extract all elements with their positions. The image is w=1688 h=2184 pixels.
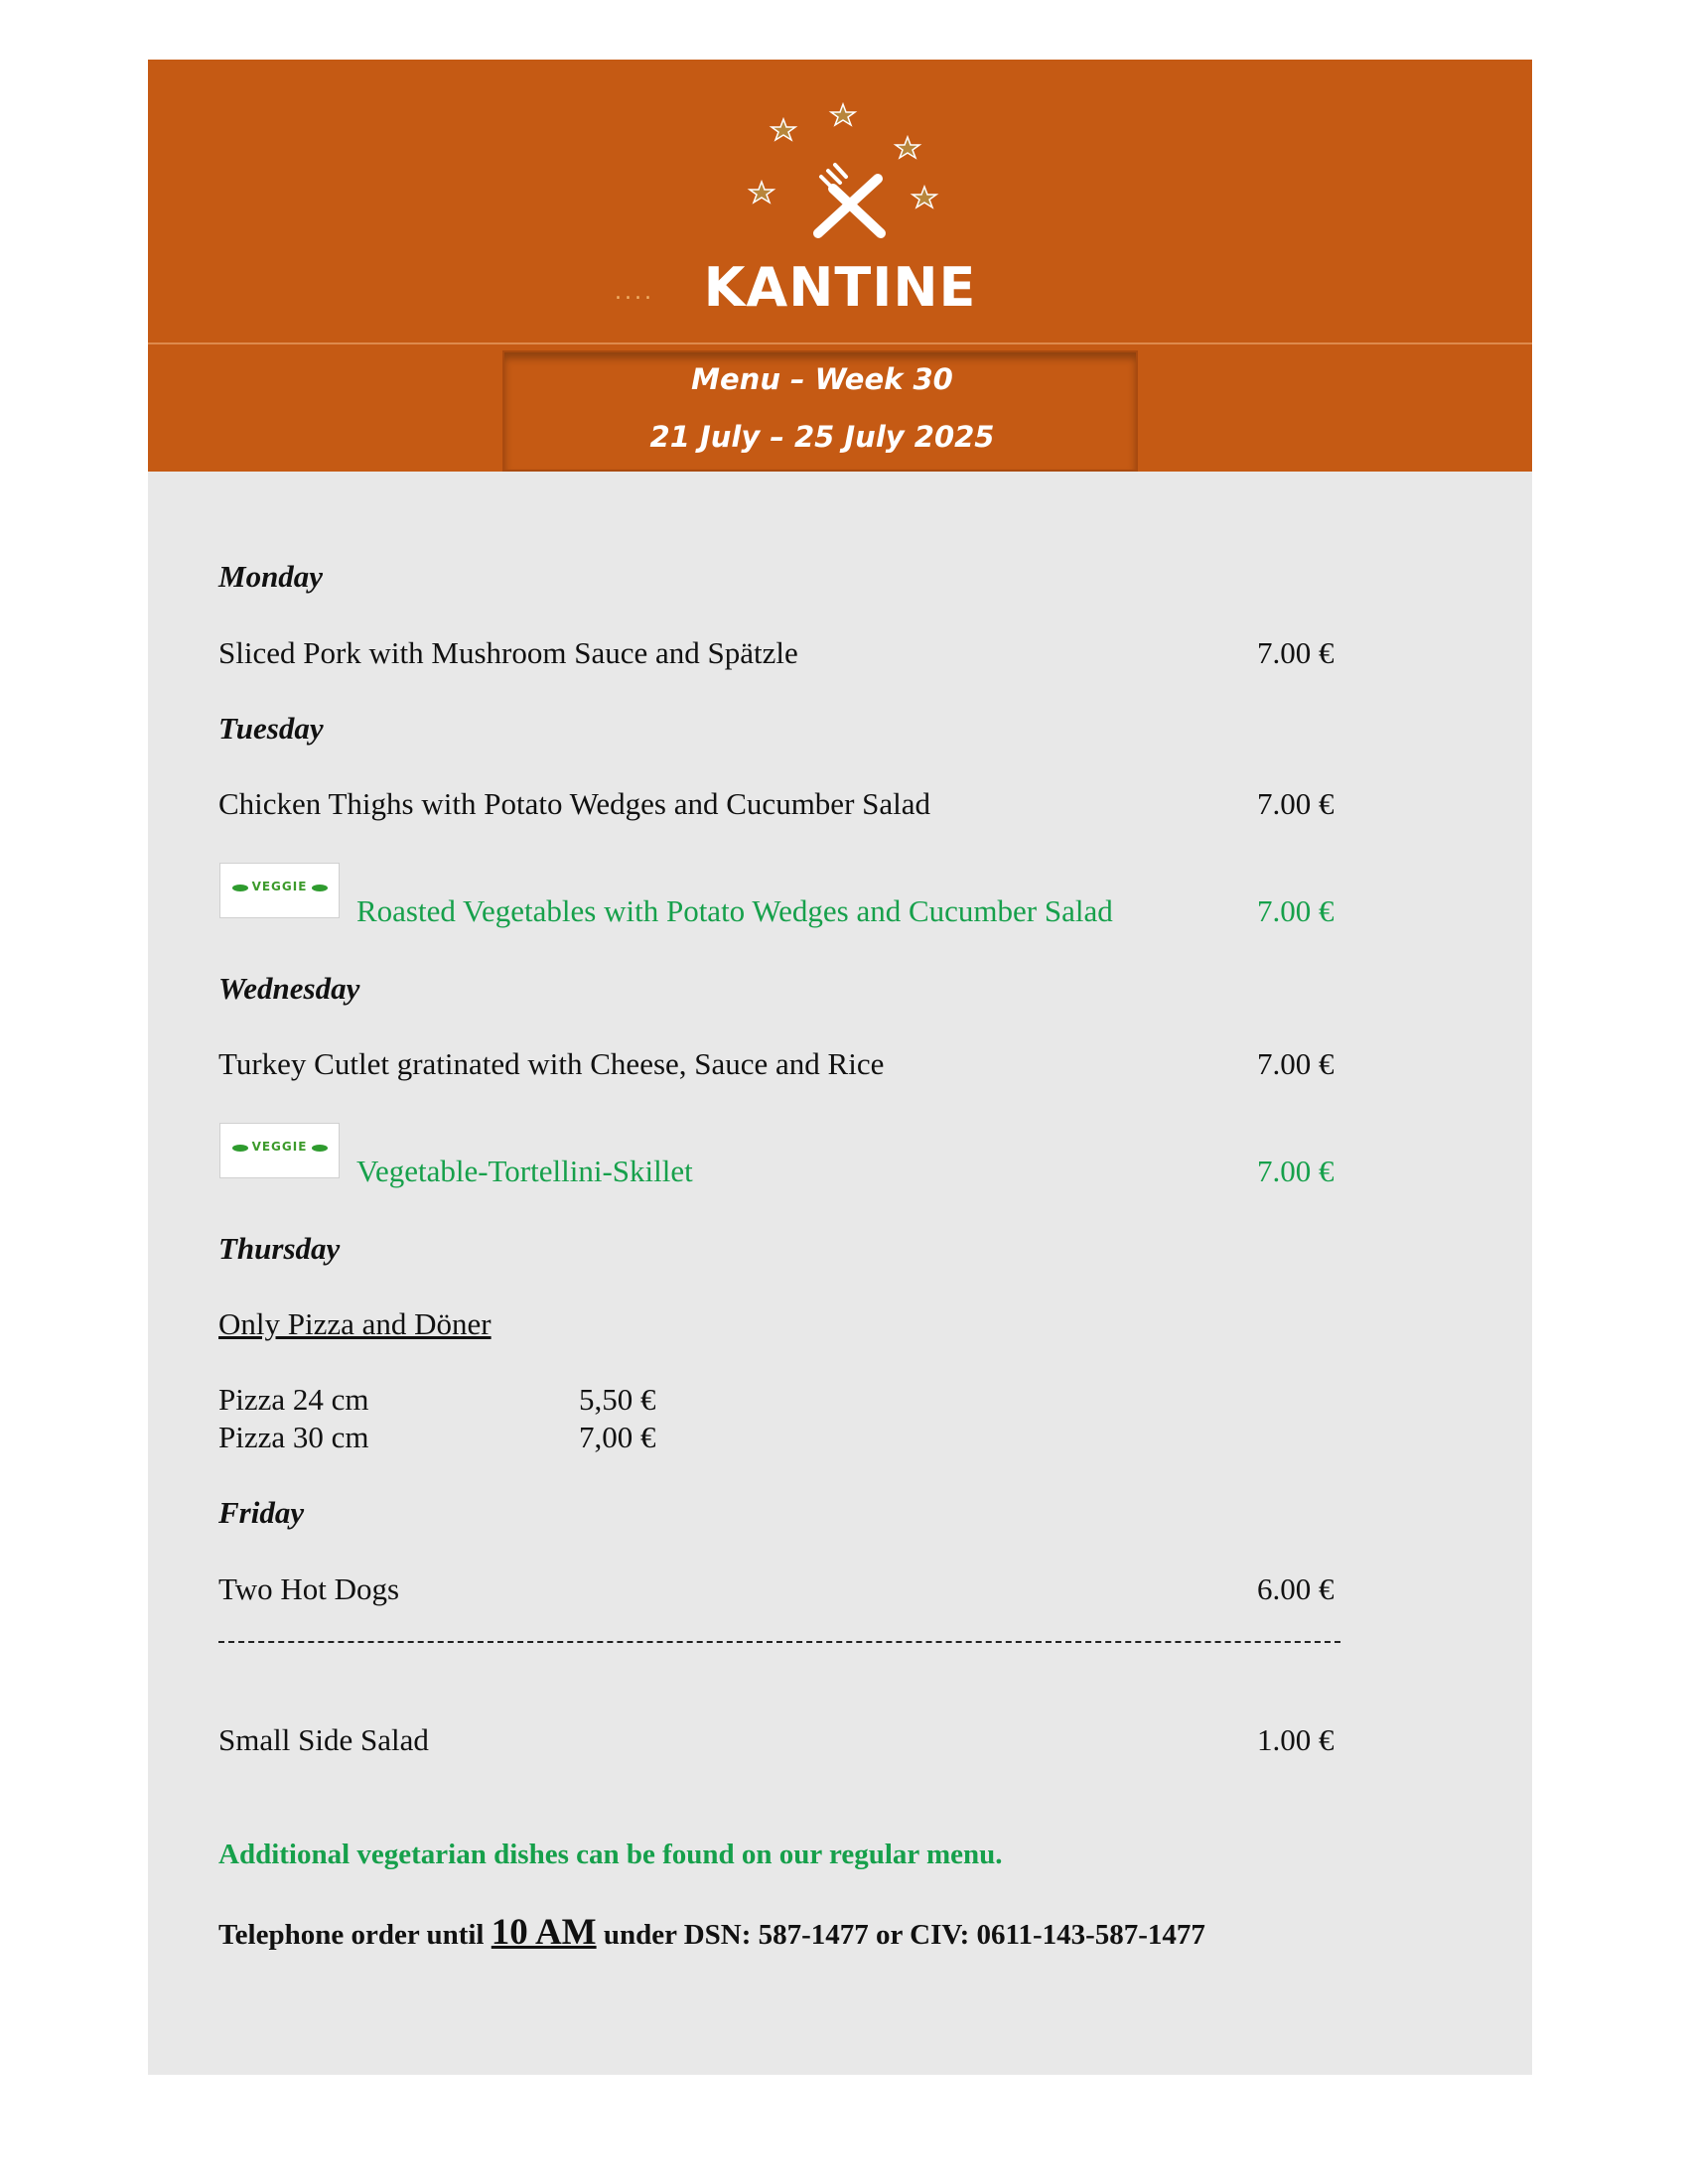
menu-title: Menu – Week 30 (691, 362, 953, 396)
star-icon (831, 104, 855, 125)
veggie-badge: VEGGIE (219, 863, 340, 918)
day-wednesday: Wednesday (218, 971, 360, 1006)
veggie-menu-item: Vegetable-Tortellini-Skillet (356, 1154, 693, 1188)
veggie-badge: VEGGIE (219, 1123, 340, 1178)
menu-item: Chicken Thighs with Potato Wedges and Cucumber Salad (218, 786, 931, 821)
menu-item: Sliced Pork with Mushroom Sauce and Spätzle (218, 635, 798, 670)
dashed-separator (218, 1641, 1340, 1643)
star-icon (896, 137, 919, 158)
leaf-icon (312, 885, 328, 891)
menu-price: 7.00 € (1257, 1046, 1335, 1081)
pizza-large: Pizza 30 cm (218, 1420, 369, 1454)
menu-price: 7.00 € (1257, 635, 1335, 670)
side-item: Small Side Salad (218, 1722, 429, 1757)
day-tuesday: Tuesday (218, 711, 324, 746)
day-thursday: Thursday (218, 1231, 341, 1266)
brand-dots: .... (615, 280, 654, 305)
menu-week-box (502, 350, 1138, 472)
veggie-menu-price: 7.00 € (1257, 893, 1335, 928)
brand-title: KANTINE (703, 256, 977, 319)
phone-order-note (218, 1911, 1205, 1954)
phone-prefix: Telephone order until (218, 1919, 492, 1951)
star-icon (772, 119, 795, 140)
day-monday: Monday (218, 559, 324, 594)
phone-numbers: under DSN: 587-1477 or CIV: 0611-143-587-1477 (596, 1919, 1205, 1951)
veggie-menu-item: Roasted Vegetables with Potato Wedges and Cucumber Salad (356, 893, 1113, 928)
day-friday: Friday (218, 1495, 305, 1530)
side-price: 1.00 € (1257, 1722, 1335, 1757)
header-divider (148, 342, 1532, 344)
menu-price: 6.00 € (1257, 1571, 1335, 1606)
vegetarian-note: Additional vegetarian dishes can be found on our regular menu. (218, 1839, 1003, 1870)
pizza-small-price: 5,50 € (579, 1382, 656, 1417)
phone-deadline: 10 AM (491, 1912, 597, 1953)
menu-item: Two Hot Dogs (218, 1571, 400, 1606)
pizza-small: Pizza 24 cm (218, 1382, 369, 1417)
menu-item: Turkey Cutlet gratinated with Cheese, Sauce and Rice (218, 1046, 885, 1081)
date-range: 21 July – 25 July 2025 (649, 420, 995, 454)
header-banner (148, 60, 1532, 472)
star-icon (750, 182, 774, 203)
star-icon (913, 187, 936, 207)
leaf-icon (312, 1145, 328, 1152)
pizza-large-price: 7,00 € (579, 1420, 656, 1454)
thursday-subtitle: Only Pizza and Döner (218, 1306, 492, 1341)
veggie-menu-price: 7.00 € (1257, 1154, 1335, 1188)
menu-price: 7.00 € (1257, 786, 1335, 821)
